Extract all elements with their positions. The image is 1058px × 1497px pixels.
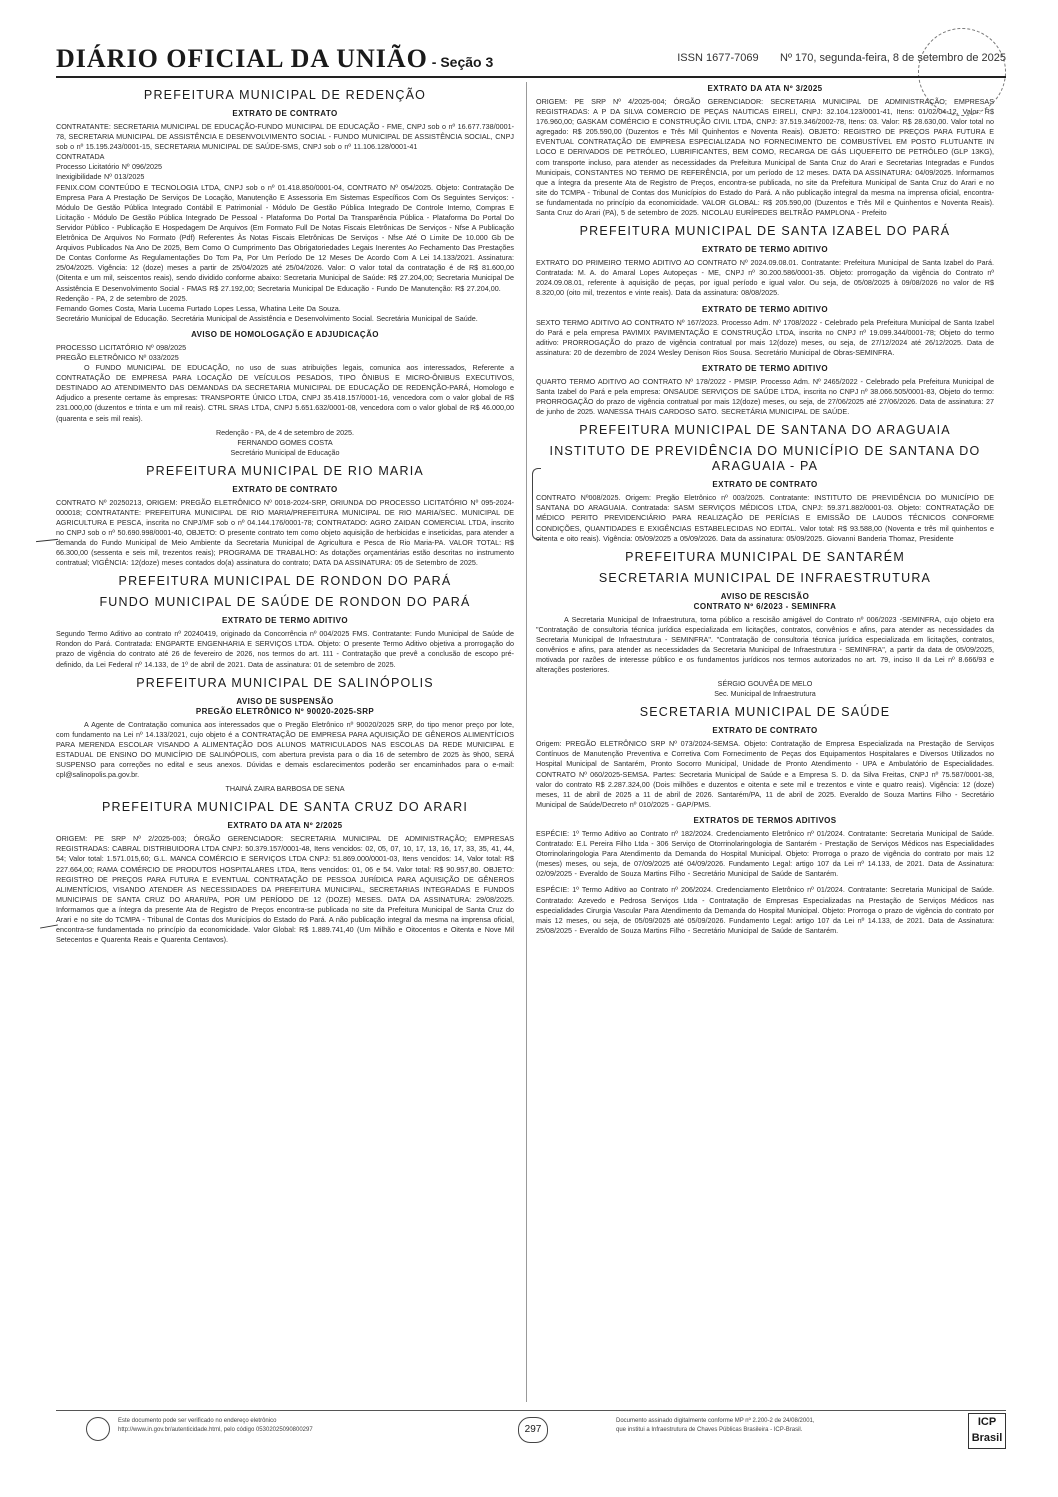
signature-name: SÉRGIO GOUVÊA DE MELO [717,679,813,689]
footer-text: que institui a Infraestrutura de Chaves Públicas Brasileira - ICP-Brasil. [616,1427,803,1433]
section-title: PREFEITURA MUNICIPAL DE RONDON DO PARÁ [118,574,452,589]
column-divider [526,82,527,1402]
signature-name: THAINÁ ZAIRA BARBOSA DE SENA [225,784,345,794]
page-footer [56,1410,1006,1451]
footer-signature-note [616,1417,936,1435]
section-rondon [56,574,514,669]
paragraph: CONTRATO Nº008/2025. Origem: Pregão Eletrônico nº 003/2025. Contratante: INSTITUTO DE PREVIDÊNCIA DO MUNICÍPIO DE SANTANA DO ARAGUAIA. Contratada: SASM SERVIÇOS MÉDICOS LTDA, CNPJ: 59.371.882/0001-03. Objeto: CONTRATAÇÃO DE MÉDICO PERITO PREVIDENCIÁRIO PARA REALIZAÇÃO DE PERÍCIAS E EMISSÃO DE LAUDOS TÉCNICOS CONFORME CONDIÇÕES, QUANTIDADES E EXIGÊNCIAS ESTABELECIDAS NO EDITAL. Valor total: R$ 93.588,00 (Noventa e três mil quinhentos e oitenta e oito reais). Vigência: 05/09/2025 a 05/09/2026. Data da assinatura: 05/09/2025. Giovanni Banderia Thomaz, Presidente [536,493,994,543]
section-santarem [536,550,994,700]
masthead [56,44,1006,78]
section-santa-izabel [536,224,994,417]
paragraph: PROCESSO LICITATÓRIO Nº 098/2025 [56,342,187,352]
journal-name: DIÁRIO OFICIAL DA UNIÃO [56,44,428,73]
signature-role: Secretário Municipal de Educação [230,447,340,457]
paragraph: Redenção - PA, 2 de setembro de 2025. [56,293,188,303]
subsection-heading: PREGÃO ELETRÔNICO Nº 90020-2025-SRP [195,706,375,716]
subsection-heading: EXTRATO DE CONTRATO [712,726,818,736]
section-label: - Seção 3 [427,54,494,70]
paragraph: Secretário Municipal de Educação. Secretária Municipal de Assistência e Desenvolvimento Social. Secretária Municipal de Saúde. [56,313,478,323]
footer-verification [118,1417,478,1435]
subsection-heading: EXTRATOS DE TERMOS ADITIVOS [693,815,837,825]
section-subtitle: INSTITUTO DE PREVIDÊNCIA DO MUNICÍPIO DE SANTANA DO ARAGUAIA - PA [549,444,981,474]
subsection-heading: EXTRATO DA ATA Nº 3/2025 [707,84,823,93]
section-saude [536,705,994,810]
paragraph: A Agente de Contratação comunica aos interessados que o Pregão Eletrônico nº 90020/2025 SRP, do tipo menor preço por lote, com fundamento na Lei nº 14.133/2021, cujo objeto é a CONTRATAÇÃO DE EMPRESA PARA AQUISIÇÃO DE GÊNEROS ALIMENTÍCIOS PARA MERENDA ESCOLAR VISANDO A ALIMENTAÇÃO DOS ALUNOS MATRICULADOS NAS ESCOLAS DA REDE MUNICIPAL E ESTADUAL DE ENSINO DO MUNICÍPIO DE SALINÓPOLIS, com abertura prevista para o dia 16 de setembro de 2025 às 9h00, SERÁ SUSPENSO para correções no edital e seus anexos. Dúvidas e demais esclarecimentos poderão ser encaminhados para o e-mail: cpl@salinopolis.pa.gov.br. [56,719,514,780]
section-subtitle: SECRETARIA MUNICIPAL DE INFRAESTRUTURA [598,570,932,585]
subsection-heading: EXTRATO DE TERMO ADITIVO [702,304,828,314]
footer-text: Documento assinado digitalmente conforme MP nº 2.200-2 de 24/08/2001, [616,1418,815,1424]
section-title: PREFEITURA MUNICIPAL DE SANTA IZABEL DO PARÁ [579,224,951,239]
section-subtitle: FUNDO MUNICIPAL DE SAÚDE DE RONDON DO PARÁ [99,595,471,610]
paragraph: O FUNDO MUNICIPAL DE EDUCAÇÃO, no uso de suas atribuições legais, comunica aos interessados, Referente a CONTRATAÇÃO DE EMPRESA PARA LOCAÇÃO DE VEÍCULOS PESADOS, TIPO ÔNIBUS E MICRO-ÔNIBUS EXECUTIVOS, DESTINADO AO ATENDIMENTO DAS DEMANDAS DA SECRETARIA MUNICIPAL DE EDUCAÇÃO DE REDENÇÃO-PARÁ, Homologo e Adjudico a presente certame às empresas: TRANSPORTE ÚNICO LTDA, CNPJ 35.418.157/0001-16, vencedora com o valor global de R$ 231.000,00 (duzentos e trinta e um mil reais). CTRL SRAS LTDA, CNPJ 5.651.632/0001-08, vencedora com o valor global de R$ 46.000,00 (quarenta e seis mil reais). [56,363,514,423]
signature-block [536,679,994,699]
page-number: 297 [518,1417,548,1443]
paragraph: Inexigibilidade Nº 013/2025 [56,172,145,182]
subsection-heading: CONTRATO Nº 6/2023 - SEMINFRA [693,601,837,611]
masthead-issue-info [677,52,1006,64]
signature-name: FERNANDO GOMES COSTA [237,437,333,447]
right-column [536,82,994,1407]
paragraph: QUARTO TERMO ADITIVO AO CONTRATO Nº 178/2022 - PMSIP. Processo Adm. Nº 2465/2022 - Celebrado pela Prefeitura Municipal de Santa Izabel do Pará e pela empresa: ONSAUDE SERVIÇOS DE SAÚDE LTDA, inscrita no CNPJ nº 38.066.505/0001-83, Objeto do termo: PRORROGAÇÃO do prazo de vigência contratual por mais 12(doze) meses, ou seja, de 27/06/2025 até 27/06/2026. Data de assinatura: 27 de junho de 2025. WANESSA THAIS CARDOSO SATO. SECRETÁRIA MUNICIPAL DE SAÚDE. [536,376,994,417]
icp-brasil-logo: ICP Brasil [968,1413,1006,1449]
signature-block [56,428,514,458]
section-rio-maria [56,464,514,569]
masthead-rule [56,76,1006,78]
section-aditivos [536,816,994,936]
section-santa-cruz-ata3 [536,84,994,218]
subsection-heading: EXTRATO DE CONTRATO [232,109,338,118]
section-title: PREFEITURA MUNICIPAL DE RIO MARIA [146,463,424,478]
paragraph: Fernando Gomes Costa, Maria Lucema Furtado Lopes Lessa, Whatina Leite Da Souza. [56,303,341,313]
coat-of-arms-icon [86,1417,110,1441]
paragraph: ESPÉCIE: 1º Termo Aditivo ao Contrato nº 206/2024. Credenciamento Eletrônico nº 01/2024. Contratante: Secretaria Municipal de Saúde. Contratado: Azevedo e Pedrosa Serviços Ltda - Contratação de Empresas Especializadas na Prestação de Serviços Médicos nas especialidades Cirurgia Vascular Para Atendimento da Demanda do Hospital Municipal. Objeto: Prorroga o prazo de vigência do contrato por mais 12 meses, ou seja, de 05/09/2025 até 05/09/2026. Fundamento Legal: artigo 107 da Lei nº 14.133, de 2021. Data de Assinatura: 25/08/2025 - Everaldo de Souza Martins Filho - Secretário Municipal de Saúde de Santarém. [536,885,994,935]
subsection-heading: EXTRATO DA ATA Nº 2/2025 [227,821,343,831]
issn: ISSN 1677-7069 [677,52,759,64]
subsection-heading: AVISO DE RESCISÃO [720,591,810,601]
handwritten-pen-mark [36,539,58,542]
paragraph: CONTRATANTE: SECRETARIA MUNICIPAL DE EDUCAÇÃO-FUNDO MUNICIPAL DE EDUCAÇÃO - FME, CNPJ sob o nº 16.677.738/0001-78, SECRETARIA MUNICIPAL DE ASSISTÊNCIA E DESENVOLVIMENTO SOCIAL - FUNDO MUNICIPAL DE ASSISTÊNCIA SOCIAL, CNPJ sob o nº 15.195.243/0001-15, SECRETARIA MUNICIPAL DE SAÚDE-SMS, CNPJ sob o nº 11.106.128/0001-41 [56,122,514,152]
subsection-heading: EXTRATO DE TERMO ADITIVO [702,245,828,255]
subsection-heading: EXTRATO DE TERMO ADITIVO [702,363,828,373]
signature-place-date: Redenção - PA, de 4 de setembro de 2025. [215,427,355,437]
signature-role: Sec. Municipal de Infraestrutura [714,689,816,699]
paragraph: ORIGEM: PE SRP Nº 4/2025-004; ÓRGÃO GERENCIADOR: SECRETARIA MUNICIPAL DE ADMINISTRAÇÃO; EMPRESAS REGISTRADAS: A P DA SILVA COMERCIO DE PEÇAS NAUTICAS EIRELI, CNPJ: 32.104.123/0001-41, Itens: 01/02/04-12, Valor: R$ 176.960,00; GASKAM COMÉRCIO E CONSTRUÇÃO CIVIL LTDA, CNPJ: 37.519.346/2002-78, Itens: 03. Valor: R$ 28.630,00. Valor total no agregado: R$ 205.590,00 (Duzentos e Três Mil Quinhentos e Noventa Reais). OBJETO: REGISTRO DE PREÇOS PARA FUTURA E EVENTUAL CONTRATAÇÃO DE EMPRESA ESPECIALIZADA NO FORNECIMENTO DE COMBUSTÍVEL EM POSTO FLUTUANTE IN LOCO E DERIVADOS DE PETRÓLEO, LUBRIFICANTES, BEM COMO, RECARGA DE GÁS LIQUEFEITO DE PETRÓLEO (GLP 13KG), com transporte incluso, para atender as necessidades da Prefeitura Municipal de Santa Cruz do Arari e Secretarias Integradas e Fundos Municipais, CONSTANTES NO TERMO DE REFERÊNCIA, por um período de 12 meses. DATA DA ASSINATURA: 04/09/2025. Informamos que a íntegra da presente Ata de Registro de Preços, encontra-se publicada, no site da Prefeitura Municipal de Santa Cruz do Arari e no site do TCMPA - Tribunal de Contas dos Municípios do Estado do Pará. A não publicação integral da mesma na imprensa oficial, encontra-se fundamentada no princípio da economicidade. VALOR GLOBAL: R$ 205.590,00 (Duzentos e Três Mil e Quinhentos e Noventa Reais). Santa Cruz do Arari (PA), 5 de setembro de 2025. NICOLAU EURÍPEDES BELTRÃO PAMPLONA - Prefeito [536,97,994,218]
footer-text: http://www.in.gov.br/autenticidade.html, pelo código 05302025090800297 [118,1427,313,1433]
section-title: PREFEITURA MUNICIPAL DE SANTA CRUZ DO ARARI [102,800,468,815]
section-santana [536,423,994,543]
paragraph: ESPÉCIE: 1º Termo Aditivo ao Contrato nº 182/2024. Credenciamento Eletrônico nº 01/2024. Contratante: Secretaria Municipal de Saúde. Contratado: E.L Pereira Filho Ltda - 306 Serviço de Otorrinolaringologia de Santarém - Prestação de Serviços Médicos nas Especialidades Otorrinolaringologia Para Atendimento da Demanda do Hospital Municipal. Objeto: Prorroga o prazo de vigência do contrato por mais 12 (meses) meses, ou seja, de 07/09/2025 até 04/09/2026. Fundamento Legal: artigo 107 da Lei nº 14.133, de 2021. Data de Assinatura: 02/09/2025 - Everaldo de Souza Martins Filho - Secretário Municipal de Saúde de Santarém. [536,828,994,879]
paragraph: CONTRATO Nº 20250213, ORIGEM: PREGÃO ELETRÔNICO Nº 0018-2024-SRP, ORIUNDA DO PROCESSO LICITATÓRIO Nº 095-2024-000018; CONTRATANTE: PREFEITURA MUNICIPAL DE RIO MARIA/PREFEITURA MUNICIPAL DE RIO MARIA/SEC. MUNICIPAL DE AGRICULTURA E PESCA, inscrita no CNPJ/MF sob o nº 04.144.176/0001-78; CONTRATADO: AGRO ZAIDAN COMERCIAL LTDA, inscrito no CNPJ sob o nº 50.690.998/0001-40, OBJETO: O presente contrato tem como objeto aquisição de herbicidas e inseticidas, para atender a demanda do Fundo Municipal de Meio Ambiente da Secretaria Municipal de Agricultura e Pesca de Rio Maria-PA. VALOR TOTAL: R$ 66.300,00 (sessenta e seis mil, trezentos reais); PROGRAMA DE TRABALHO: As dotações orçamentárias estão descritas no instrumento contratual; VIGÊNCIA: 12(doze) meses contados do(a) assinatura do contrato; DATA DA ASSINATURA: 05 de Setembro de 2025. [56,497,514,568]
paragraph: CONTRATADA [56,152,105,162]
section-title: SECRETARIA MUNICIPAL DE SAÚDE [639,705,891,720]
paragraph: FENIX.COM CONTEÚDO E TECNOLOGIA LTDA, CNPJ sob o nº 01.418.850/0001-04, CONTRATO Nº 054/2025. Objeto: Contratação De Empresa Para A Prestação De Serviços De Locação, Manutenção E Assessoria Em Sistemas Específicos Com Os Seguintes Serviços: - Módulo De Gestão Pública Integrado Contábil E Patrimonial - Módulo De Gestão Pública Integrado De Controle Interno, Compras E Licitação - Módulo De Gestão Pública Integrado De Pessoal - Plataforma Do Portal Da Transparência Pública - Plataforma Do Portal Do Servidor Público - Publicação E Hospedagem De Arquivos (Em Formato Full De Notas Fiscais Eletrônicas De Serviços - Nfse A Publicação Eletrônica De Arquivos No Formato (Pdf) Referentes Às Notas Fiscais Eletrônicas De Serviços - Nfse Até O Limite De 10.000 Gb De Arquivos Publicados Na Ano De 2025, Bem Como O Cumprimento Das Obrigatoriedades Legais Inerentes Ao Fechamento Das Prestações De Contas Conforme As Regulamentações Do Tcm Pa, Por Um Período De 12 Meses De Acordo Com A Lei 14.133/2021. Assinatura: 25/04/2025. Vigência: 12 (doze) meses a partir de 25/04/2025 até 25/04/2026. Valor: O valor total da contratação é de R$ 81.600,00 (Oitenta e um mil, seiscentos reais), sendo dividido conforme abaixo: Secretaria Municipal de Saúde: R$ 27.204,00; Secretaria Municipal De Assistência E Desenvolvimento Social - FMAS R$ 27.192,00; Secretaria Municipal De Educação - Fundo De Manutenção: R$ 27.204,00. [56,182,514,293]
paragraph: ORIGEM: PE SRP Nº 2/2025-003; ÓRGÃO GERENCIADOR: SECRETARIA MUNICIPAL DE ADMINISTRAÇÃO; EMPRESAS REGISTRADAS: CABRAL DISTRIBUIDORA LTDA CNPJ: 50.379.157/0001-48, Itens vencidos: 02, 05, 07, 10, 17, 13, 16, 17, 33, 35, 41, 44, 54; Valor total: 1.571.015,60; G.L. MANCA COMÉRCIO E SERVIÇOS LTDA CNPJ: 51.869.000/0001-03, Itens vencidos: 14, Valor total: R$ 227.664,00; RAMA COMÉRCIO DE PRODUTOS HOSPITALARES LTDA, Itens vencidos: 01, 06 e 54. Valor total: R$ 90.957,80. OBJETO: REGISTRO DE PREÇOS PARA FUTURA E EVENTUAL CONTRATAÇÃO DE PESSOA JURÍDICA PARA AQUISIÇÃO DE GÊNEROS ALIMENTÍCIOS, VISANDO ATENDER AS NECESSIDADES DA PREFEITURA MUNICIPAL, SECRETARIAS INTEGRADAS E FUNDOS MUNICIPAIS DE SANTA CRUZ DO ARARI/PA, POR UM PERÍODO DE 12 (DOZE) MESES. DATA DA ASSINATURA: 29/08/2025. Informamos que a íntegra da presente Ata de Registro de Preços encontra-se publicada no site da Prefeitura Municipal de Santa Cruz do Arari e no site do TCMPA - Tribunal de Contas dos Municípios do Estado do Pará. A não publicação integral da mesma na imprensa oficial, encontra-se fundamentada no princípio da economicidade. Valor Global: R$ 1.889.741,40 (Um Milhão e Oitocentos e Oitenta e Nove Mil Setecentos e Quarenta Reais e Quarenta Centavos). [56,834,514,945]
subsection-heading: AVISO DE HOMOLOGAÇÃO E ADJUDICAÇÃO [191,329,379,339]
paragraph: A Secretaria Municipal de Infraestrutura, torna público a rescisão amigável do Contrato nº 006/2023 -SEMINFRA, cujo objeto era "Contratação de consultoria técnica jurídica especializada em licitações, contratos, convênios e afins, para atender as necessidades da Secretaria Municipal de Infraestrutura - SEMINFRA". "Contratação de consultoria técnica jurídica especializada em licitações, contratos, convênios e afins, para atender as necessidades da Secretaria Municipal de Infraestrutura - SEMINFRA", a partir da data de 05/09/2025, motivada por razões de interesse público e os fundamentos jurídicos nos termos autorizados no art. 79, inciso II da Lei nº 8.666/93 e alterações posteriores. [536,614,994,675]
section-santa-cruz [56,800,514,945]
handwritten-bracket-mark [532,468,541,540]
section-title: PREFEITURA MUNICIPAL DE SANTANA DO ARAGUAIA [579,423,951,438]
paragraph: Origem: PREGÃO ELETRÔNICO SRP Nº 073/2024-SEMSA. Objeto: Contratação de Empresa Especializada na Prestação de Serviços Contínuos de Manutenção Preventiva e Corretiva Com Fornecimento de Peças dos Equipamentos Hospitalares e Diversos Utilizados no Hospital Municipal de Santarém, Pronto Socorro Municipal, Unidade de Pronto Atendimento - UPA e Ambulatório de Especialidades. CONTRATO Nº 060/2025-SEMSA. Partes: Secretaria Municipal de Saúde e a Empresa S. D. da Silva Freitas, CNPJ nº 75.587/0001-38, valor do contrato R$ 2.287.324,00 (Dois milhões e duzentos e oitenta e sete mil e trezentos e vinte e quatro reais). Vigência: 12 (doze) meses, 11 de abril de 2025 a 11 de abril de 2026. Santarém/PA, 11 de abril de 2025. Everaldo de Souza Martins Filho - Secretário Municipal de Saúde/Decreto nº 010/2025 - GAP/PMS. [536,739,994,809]
subsection-heading: EXTRATO DE TERMO ADITIVO [222,616,348,626]
left-column [56,82,514,1407]
section-title: PREFEITURA MUNICIPAL DE SALINÓPOLIS [136,675,434,690]
paragraph: PREGÃO ELETRÔNICO Nº 033/2025 [56,352,179,362]
subsection-heading: EXTRATO DE CONTRATO [712,480,818,490]
paragraph: SEXTO TERMO ADITIVO AO CONTRATO Nº 167/2023. Processo Adm. Nº 1708/2022 - Celebrado pela Prefeitura Municipal de Santa Izabel do Pará e pela empresa PAVIMIX PAVIMENTAÇÃO E CONSTRUÇÃO LTDA, inscrita no CNPJ nº 19.099.344/0001-78; Objeto do termo aditivo: PRORROGAÇÃO do prazo de vigência contratual por mais 12(doze) meses, ou seja, de 27/12/2024 até 26/12/2025. Data de assinatura: 20 de dezembro de 2024 Wesley Denison Rios Sousa. Secretário Municipal de Obras-SEMINFRA. [536,317,994,357]
section-redencao [56,88,514,458]
issue-date: Nº 170, segunda-feira, 8 de setembro de 2025 [780,52,1006,64]
masthead-title [56,44,493,74]
subsection-heading: EXTRATO DE CONTRATO [232,484,338,494]
footer-text: Este documento pode ser verificado no endereço eletrônico [118,1418,277,1424]
section-salinopolis [56,676,514,795]
paragraph: Processo Licitatório Nº 096/2025 [56,162,163,172]
section-title: PREFEITURA MUNICIPAL DE REDENÇÃO [143,88,427,102]
paragraph: Segundo Termo Aditivo ao contrato nº 20240419, originado da Concorrência nº 004/2025 FMS. Contratante: Fundo Municipal de Saúde de Rondon do Pará. Contratada: ENGPARTE ENGENHARIA E SERVIÇOS LTDA. Objeto: O presente Termo Aditivo objetiva a prorrogação do prazo de vigência do contrato até 26 de fevereiro de 2026, nos termos do art. 111 - Contratação que prevê a conclusão de escopo pré-definido, da Lei Federal nº 14.133, de 1º de abril de 2021. Data de assinatura: 01 de setembro de 2025. [56,629,514,669]
paragraph: EXTRATO DO PRIMEIRO TERMO ADITIVO AO CONTRATO Nº 2024.09.08.01. Contratante: Prefeitura Municipal de Santa Izabel do Pará. Contratada: M. A. do Amaral Lopes Autopeças - ME, CNPJ nº 30.200.586/0001-35. Objeto: prorrogação da vigência do Contrato nº 2024.09.08.01, referente à aquisição de peças, por igual período e igual valor. Ou seja, de 05/08/2025 à 09/08/2026 no valor de R$ 8.320,00 (oito mil, trezentos e vinte reais). Data da assinatura: 08/08/2025. [536,258,994,298]
section-title: PREFEITURA MUNICIPAL DE SANTARÉM [625,549,905,564]
subsection-heading: AVISO DE SUSPENSÃO [236,696,334,706]
